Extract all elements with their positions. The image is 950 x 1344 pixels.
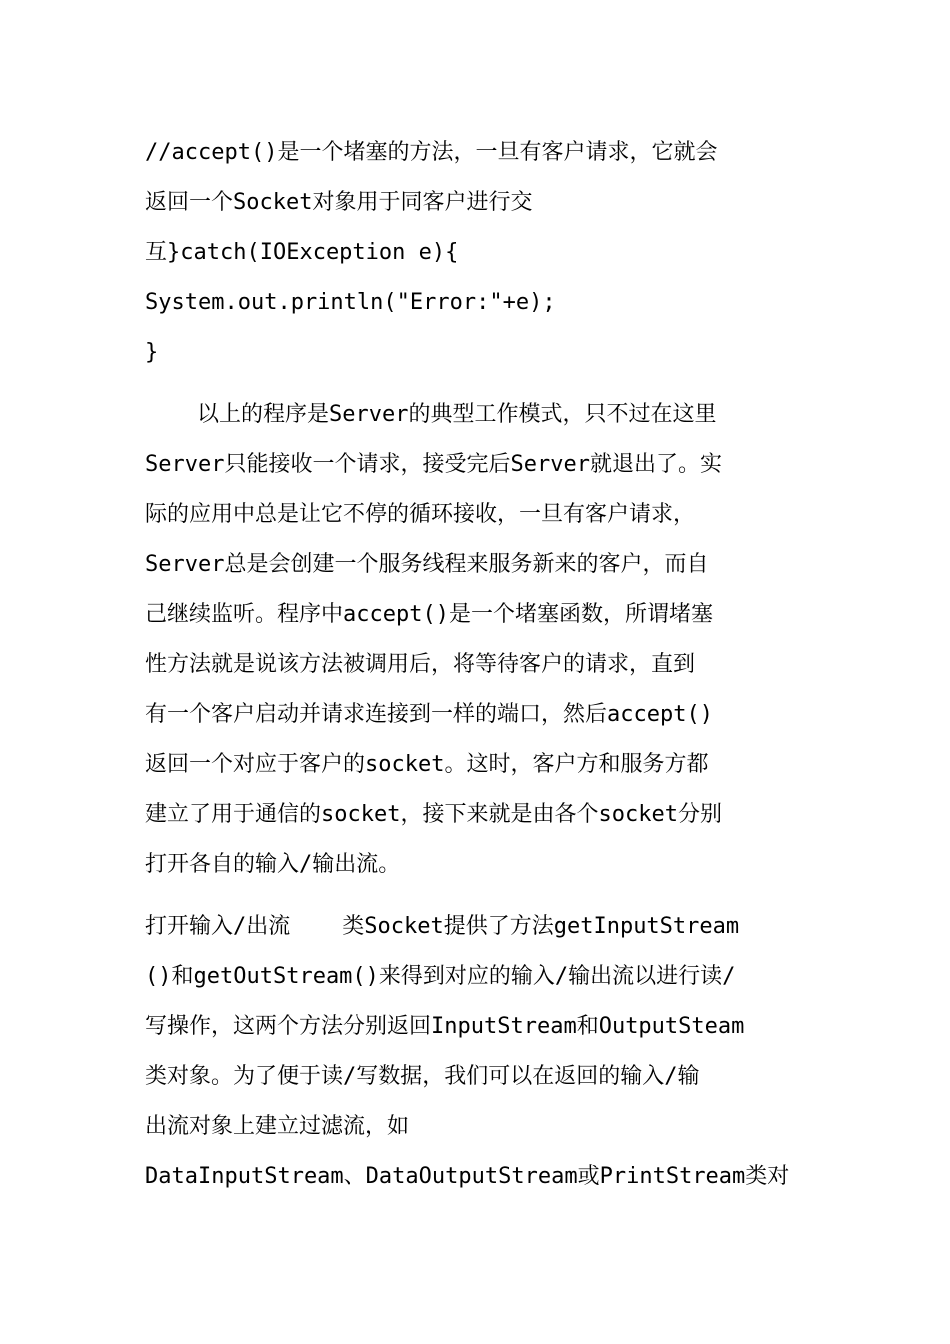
paragraph-line: 己继续监听。程序中accept()是一个堵塞函数，所谓堵塞: [145, 602, 713, 627]
paragraph-line: 打开各自的输入/输出流。: [145, 852, 401, 877]
code-line: System.out.println("Error:"+e);: [145, 290, 556, 315]
paragraph-line: 返回一个对应于客户的socket。这时，客户方和服务方都: [145, 752, 709, 777]
paragraph-line: 出流对象上建立过滤流，如: [145, 1114, 410, 1139]
paragraph-line: ()和getOutStream()来得到对应的输入/输出流以进行读/: [145, 964, 736, 989]
paragraph-line: 际的应用中总是让它不停的循环接收，一旦有客户请求，: [145, 502, 696, 527]
section-heading: 打开输入/出流: [145, 914, 291, 939]
paragraph-line: 写操作，这两个方法分别返回InputStream和OutputSteam: [145, 1014, 745, 1039]
document-body: [145, 128, 805, 1202]
paragraph-line: 类对象。为了便于读/写数据，我们可以在返回的输入/输: [145, 1064, 700, 1089]
paragraph-line: 性方法就是说该方法被调用后，将等待客户的请求，直到: [145, 652, 696, 677]
code-line: //accept()是一个堵塞的方法，一旦有客户请求，它就会: [145, 140, 718, 165]
paragraph-line: 有一个客户启动并请求连接到一样的端口，然后accept(): [145, 702, 713, 727]
paragraph-io-streams: [145, 902, 805, 1202]
paragraph-line-rest: 类Socket提供了方法getInputStream: [342, 914, 740, 939]
paragraph-line: Server总是会创建一个服务线程来服务新来的客户，而自: [145, 552, 709, 577]
paragraph-line: 以上的程序是Server的典型工作模式，只不过在这里: [197, 402, 717, 427]
paragraph-line: 建立了用于通信的socket，接下来就是由各个socket分别: [145, 802, 722, 827]
code-line: 互}catch(IOException e){: [145, 240, 459, 265]
code-block: [145, 128, 805, 378]
paragraph-first-line: [145, 902, 805, 952]
code-line: 返回一个Socket对象用于同客户进行交: [145, 190, 533, 215]
paragraph-server-mode: [145, 390, 805, 890]
code-line: }: [145, 340, 159, 365]
paragraph-line: DataInputStream、DataOutputStream或PrintStream类对: [145, 1164, 790, 1189]
paragraph-line: Server只能接收一个请求，接受完后Server就退出了。实: [145, 452, 722, 477]
